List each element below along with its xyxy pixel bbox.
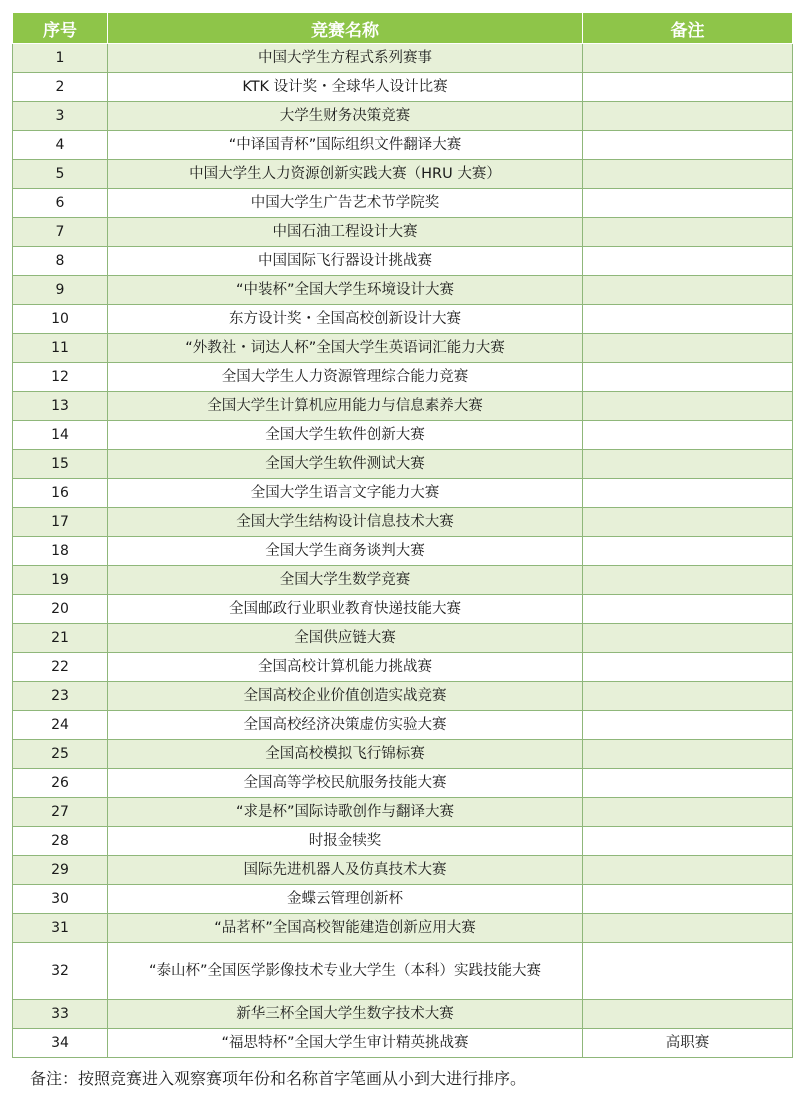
remarks-cell	[583, 44, 793, 73]
row-number-cell: 7	[13, 218, 108, 247]
table-row	[13, 595, 793, 624]
competition-name-cell: 中国国际飞行器设计挑战赛	[108, 247, 583, 276]
header-competition-name: 竞赛名称	[108, 13, 583, 44]
row-number-cell: 15	[13, 450, 108, 479]
remarks-cell	[583, 305, 793, 334]
competition-name-cell: 全国供应链大赛	[108, 624, 583, 653]
table-row	[13, 334, 793, 363]
table-row	[13, 769, 793, 798]
row-number-cell: 13	[13, 392, 108, 421]
row-number-cell: 9	[13, 276, 108, 305]
competition-name-cell: 全国邮政行业职业教育快递技能大赛	[108, 595, 583, 624]
competition-name-cell: “求是杯”国际诗歌创作与翻译大赛	[108, 798, 583, 827]
remarks-cell	[583, 392, 793, 421]
row-number-cell: 10	[13, 305, 108, 334]
remarks-cell	[583, 537, 793, 566]
table-row	[13, 914, 793, 943]
competition-name-cell: 中国大学生人力资源创新实践大赛（HRU 大赛）	[108, 160, 583, 189]
competition-name-cell: 东方设计奖・全国高校创新设计大赛	[108, 305, 583, 334]
table-row	[13, 624, 793, 653]
remarks-cell	[583, 508, 793, 537]
row-number-cell: 20	[13, 595, 108, 624]
header-number: 序号	[13, 13, 108, 44]
competition-table	[12, 12, 793, 1058]
row-number-cell: 22	[13, 653, 108, 682]
competition-name-cell: “福思特杯”全国大学生审计精英挑战赛	[108, 1029, 583, 1058]
row-number-cell: 12	[13, 363, 108, 392]
table-row	[13, 305, 793, 334]
table-row	[13, 827, 793, 856]
table-row	[13, 711, 793, 740]
competition-name-cell: 中国大学生方程式系列赛事	[108, 44, 583, 73]
row-number-cell: 5	[13, 160, 108, 189]
remarks-cell	[583, 160, 793, 189]
remarks-cell	[583, 218, 793, 247]
remarks-cell	[583, 914, 793, 943]
competition-name-cell: “品茗杯”全国高校智能建造创新应用大赛	[108, 914, 583, 943]
remarks-cell	[583, 102, 793, 131]
row-number-cell: 33	[13, 1000, 108, 1029]
remarks-cell: 高职赛	[583, 1029, 793, 1058]
remarks-cell	[583, 479, 793, 508]
table-row	[13, 798, 793, 827]
table-row	[13, 160, 793, 189]
remarks-cell	[583, 276, 793, 305]
table-row	[13, 450, 793, 479]
table-row	[13, 44, 793, 73]
row-number-cell: 25	[13, 740, 108, 769]
remarks-cell	[583, 421, 793, 450]
table-row	[13, 218, 793, 247]
header-remarks: 备注	[583, 13, 793, 44]
remarks-cell	[583, 653, 793, 682]
remarks-cell	[583, 624, 793, 653]
competition-name-cell: 全国大学生软件创新大赛	[108, 421, 583, 450]
remarks-cell	[583, 73, 793, 102]
competition-name-cell: 全国大学生商务谈判大赛	[108, 537, 583, 566]
competition-name-cell: “中译国青杯”国际组织文件翻译大赛	[108, 131, 583, 160]
competition-name-cell: 全国大学生软件测试大赛	[108, 450, 583, 479]
row-number-cell: 34	[13, 1029, 108, 1058]
row-number-cell: 19	[13, 566, 108, 595]
competition-name-cell: 全国高校模拟飞行锦标赛	[108, 740, 583, 769]
remarks-cell	[583, 885, 793, 914]
remarks-cell	[583, 334, 793, 363]
competition-name-cell: 大学生财务决策竞赛	[108, 102, 583, 131]
footnote: 备注：按照竞赛进入观察赛项年份和名称首字笔画从小到大进行排序。	[30, 1069, 527, 1088]
remarks-cell	[583, 566, 793, 595]
table-row	[13, 566, 793, 595]
table-row	[13, 856, 793, 885]
table-row	[13, 682, 793, 711]
row-number-cell: 31	[13, 914, 108, 943]
remarks-cell	[583, 595, 793, 624]
competition-name-cell: 全国大学生数学竞赛	[108, 566, 583, 595]
competition-name-cell: 全国高校计算机能力挑战赛	[108, 653, 583, 682]
row-number-cell: 1	[13, 44, 108, 73]
remarks-cell	[583, 363, 793, 392]
row-number-cell: 2	[13, 73, 108, 102]
table-row	[13, 363, 793, 392]
competition-name-cell: “中装杯”全国大学生环境设计大赛	[108, 276, 583, 305]
remarks-cell	[583, 740, 793, 769]
table-row	[13, 1029, 793, 1058]
remarks-cell	[583, 682, 793, 711]
remarks-cell	[583, 711, 793, 740]
row-number-cell: 26	[13, 769, 108, 798]
row-number-cell: 4	[13, 131, 108, 160]
table-row	[13, 479, 793, 508]
table-row	[13, 1000, 793, 1029]
table-header-row	[13, 13, 793, 44]
table-row	[13, 508, 793, 537]
row-number-cell: 28	[13, 827, 108, 856]
competition-name-cell: “泰山杯”全国医学影像技术专业大学生（本科）实践技能大赛	[108, 943, 583, 1000]
row-number-cell: 32	[13, 943, 108, 1000]
competition-name-cell: 全国大学生语言文字能力大赛	[108, 479, 583, 508]
row-number-cell: 18	[13, 537, 108, 566]
row-number-cell: 27	[13, 798, 108, 827]
table-row	[13, 740, 793, 769]
row-number-cell: 6	[13, 189, 108, 218]
competition-name-cell: 全国高等学校民航服务技能大赛	[108, 769, 583, 798]
competition-table-container	[12, 12, 792, 1058]
competition-name-cell: 全国高校企业价值创造实战竞赛	[108, 682, 583, 711]
remarks-cell	[583, 450, 793, 479]
row-number-cell: 21	[13, 624, 108, 653]
table-row	[13, 131, 793, 160]
competition-name-cell: KTK 设计奖・全球华人设计比赛	[108, 73, 583, 102]
table-row	[13, 653, 793, 682]
remarks-cell	[583, 798, 793, 827]
table-row	[13, 276, 793, 305]
table-row	[13, 102, 793, 131]
table-row	[13, 943, 793, 1000]
competition-name-cell: 全国高校经济决策虚仿实验大赛	[108, 711, 583, 740]
table-row	[13, 247, 793, 276]
row-number-cell: 3	[13, 102, 108, 131]
row-number-cell: 29	[13, 856, 108, 885]
competition-name-cell: 全国大学生人力资源管理综合能力竞赛	[108, 363, 583, 392]
table-row	[13, 392, 793, 421]
remarks-cell	[583, 943, 793, 1000]
table-row	[13, 537, 793, 566]
row-number-cell: 11	[13, 334, 108, 363]
remarks-cell	[583, 769, 793, 798]
competition-name-cell: 中国石油工程设计大赛	[108, 218, 583, 247]
table-row	[13, 73, 793, 102]
table-row	[13, 885, 793, 914]
remarks-cell	[583, 856, 793, 885]
row-number-cell: 30	[13, 885, 108, 914]
remarks-cell	[583, 189, 793, 218]
competition-name-cell: 中国大学生广告艺术节学院奖	[108, 189, 583, 218]
row-number-cell: 24	[13, 711, 108, 740]
row-number-cell: 17	[13, 508, 108, 537]
competition-name-cell: 国际先进机器人及仿真技术大赛	[108, 856, 583, 885]
competition-name-cell: 全国大学生结构设计信息技术大赛	[108, 508, 583, 537]
remarks-cell	[583, 247, 793, 276]
competition-name-cell: 新华三杯全国大学生数字技术大赛	[108, 1000, 583, 1029]
row-number-cell: 8	[13, 247, 108, 276]
remarks-cell	[583, 131, 793, 160]
remarks-cell	[583, 827, 793, 856]
row-number-cell: 23	[13, 682, 108, 711]
competition-name-cell: 全国大学生计算机应用能力与信息素养大赛	[108, 392, 583, 421]
table-row	[13, 421, 793, 450]
remarks-cell	[583, 1000, 793, 1029]
table-row	[13, 189, 793, 218]
row-number-cell: 16	[13, 479, 108, 508]
competition-name-cell: 金蝶云管理创新杯	[108, 885, 583, 914]
competition-name-cell: 时报金犊奖	[108, 827, 583, 856]
competition-name-cell: “外教社・词达人杯”全国大学生英语词汇能力大赛	[108, 334, 583, 363]
row-number-cell: 14	[13, 421, 108, 450]
